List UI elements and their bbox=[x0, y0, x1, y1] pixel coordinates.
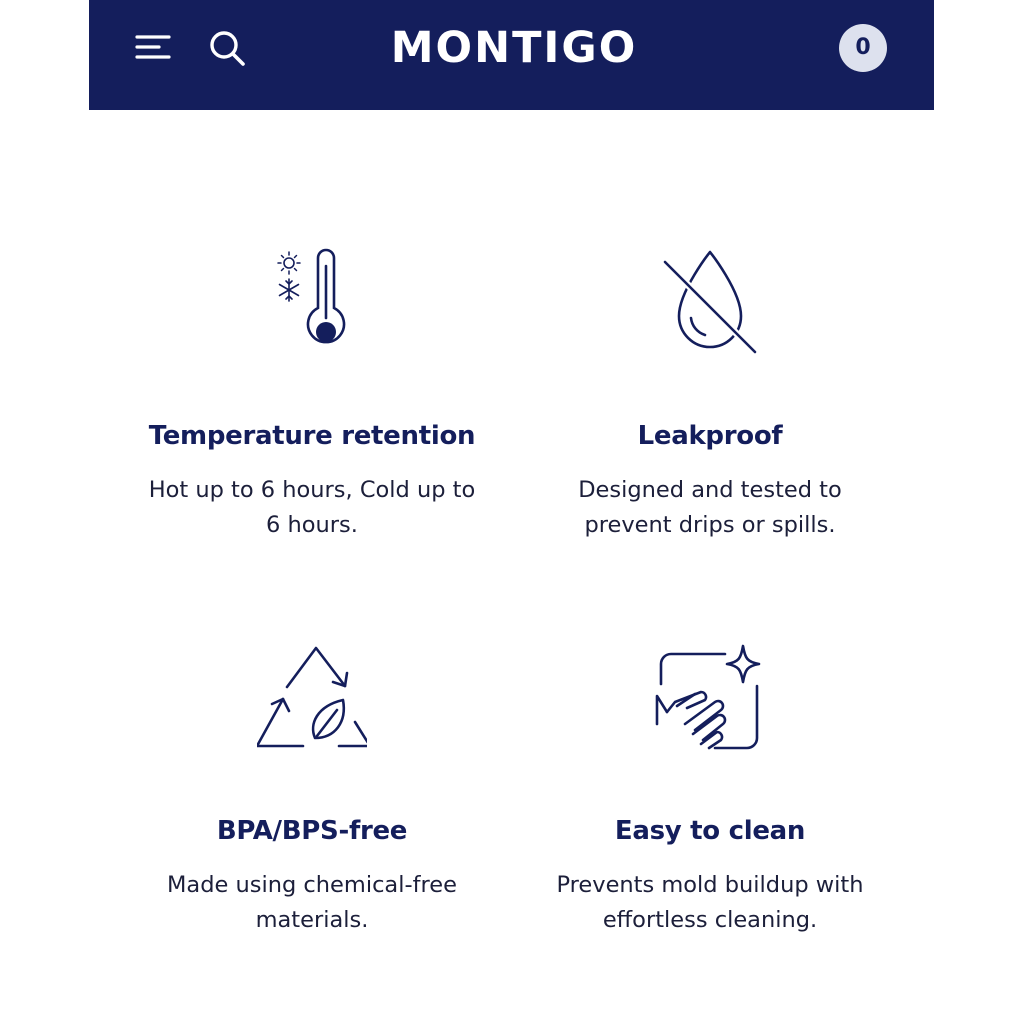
feature-description bbox=[500, 868, 920, 938]
description-line: Prevents mold buildup with bbox=[556, 872, 864, 898]
feature-icon-wrapper bbox=[655, 642, 765, 752]
description-line: Hot up to 6 hours, Cold up to bbox=[148, 477, 476, 503]
feature-icon-wrapper bbox=[257, 246, 367, 356]
thermometer-icon bbox=[257, 246, 367, 356]
recycle-leaf-icon bbox=[257, 642, 367, 752]
feature-title: Leakproof bbox=[637, 421, 783, 451]
feature-description bbox=[500, 473, 920, 543]
crossed-drop-icon bbox=[655, 246, 765, 356]
feature-title: BPA/BPS-free bbox=[216, 816, 408, 846]
search-button[interactable] bbox=[206, 27, 248, 69]
menu-icon bbox=[133, 28, 173, 66]
feature-title: Temperature retention bbox=[148, 421, 476, 451]
search-icon bbox=[206, 27, 248, 69]
description-line: 6 hours. bbox=[266, 512, 358, 538]
description-line: materials. bbox=[255, 907, 369, 933]
description-line: Designed and tested to bbox=[578, 477, 842, 503]
menu-button[interactable] bbox=[133, 28, 173, 66]
feature-title: Easy to clean bbox=[614, 816, 806, 846]
cart-count: 0 bbox=[855, 35, 871, 60]
feature-description bbox=[102, 868, 522, 938]
clean-hand-icon bbox=[655, 642, 765, 752]
cart-button[interactable] bbox=[839, 24, 887, 72]
feature-description bbox=[102, 473, 522, 543]
feature-icon-wrapper bbox=[257, 642, 367, 752]
description-line: Made using chemical-free bbox=[167, 872, 457, 898]
site-header bbox=[89, 0, 934, 110]
description-line: prevent drips or spills. bbox=[584, 512, 836, 538]
description-line: effortless cleaning. bbox=[602, 907, 818, 933]
brand-logo[interactable]: MONTIGO bbox=[390, 23, 638, 73]
feature-icon-wrapper bbox=[655, 246, 765, 356]
